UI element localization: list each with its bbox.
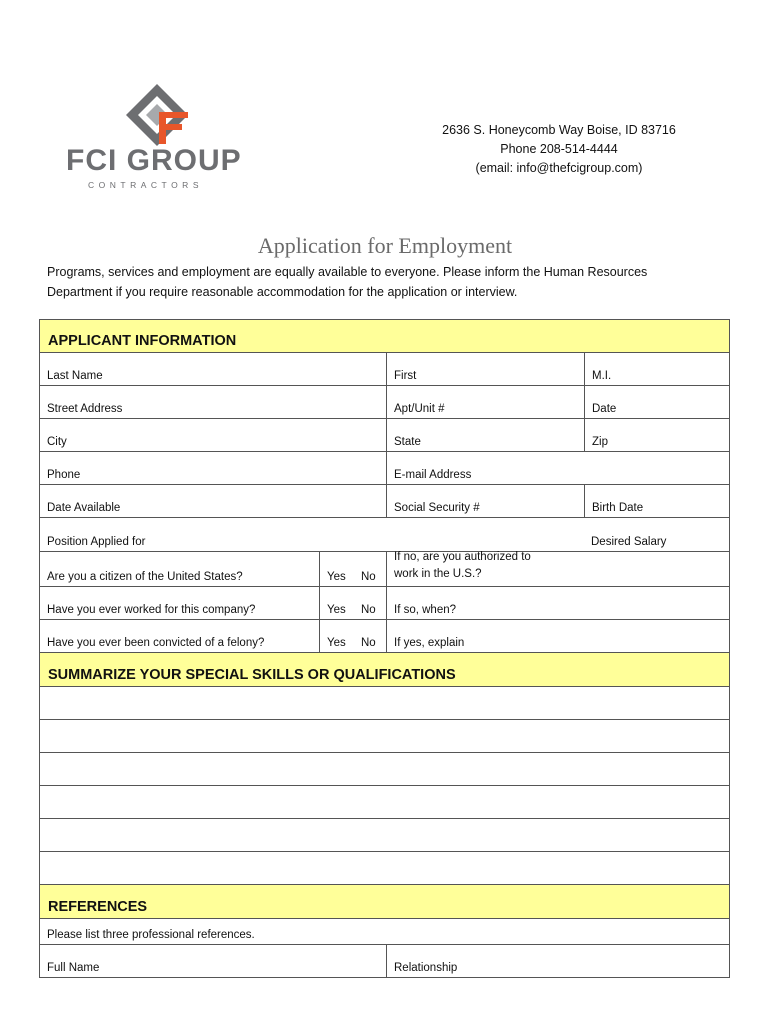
row-date-available [39, 485, 730, 518]
no-label: No [361, 637, 376, 649]
first-name-field[interactable] [386, 353, 584, 385]
row-felony [39, 620, 730, 653]
middle-initial-label: M.I. [592, 370, 612, 382]
worked-when-label: If so, when? [394, 604, 457, 616]
citizen-question-label: Are you a citizen of the United States? [47, 571, 243, 583]
worked-no-option[interactable] [354, 587, 386, 619]
authorized-line-1: If no, are you authorized to [394, 551, 531, 563]
city-field[interactable] [40, 419, 386, 451]
yes-label: Yes [327, 604, 346, 616]
row-reference-1 [39, 945, 730, 978]
references-instruction [40, 919, 729, 944]
desired-salary-label: Desired Salary [591, 536, 667, 548]
section-references [39, 885, 730, 919]
worked-when-field[interactable] [386, 587, 729, 619]
address-phone: Phone 208-514-4444 [500, 142, 618, 156]
phone-field[interactable] [40, 452, 386, 484]
citizen-yes-option[interactable] [319, 552, 354, 586]
company-address [400, 121, 718, 178]
birth-date-label: Birth Date [592, 502, 644, 514]
citizen-question [40, 552, 319, 586]
section-applicant-information [39, 319, 730, 353]
row-position [39, 518, 730, 552]
yes-label: Yes [327, 637, 346, 649]
middle-initial-field[interactable] [584, 353, 729, 385]
date-field[interactable] [584, 386, 729, 418]
last-name-field[interactable] [40, 353, 386, 385]
state-field[interactable] [386, 419, 584, 451]
zip-field[interactable] [584, 419, 729, 451]
position-field[interactable] [40, 518, 584, 551]
street-address-field[interactable] [40, 386, 386, 418]
relationship-label: Relationship [394, 962, 458, 974]
yes-label: Yes [327, 571, 346, 583]
citizen-no-option[interactable] [354, 552, 386, 586]
row-worked-before [39, 587, 730, 620]
date-available-label: Date Available [47, 502, 121, 514]
section-heading: SUMMARIZE YOUR SPECIAL SKILLS OR QUALIFICATIONS [48, 667, 456, 683]
desired-salary-field[interactable] [584, 518, 729, 551]
skills-line[interactable] [39, 720, 730, 753]
felony-question [40, 620, 319, 652]
worked-question [40, 587, 319, 619]
date-label: Date [592, 403, 617, 415]
date-available-field[interactable] [40, 485, 386, 517]
row-references-instruction [39, 919, 730, 945]
skills-line[interactable] [39, 852, 730, 885]
intro-line-1: Programs, services and employment are equally available to everyone. Please inform the Human Resources [47, 265, 648, 279]
intro-line-2: Department if you require reasonable accommodation for the application or interview. [47, 285, 518, 299]
section-skills [39, 653, 730, 687]
apt-unit-field[interactable] [386, 386, 584, 418]
references-instruction-label: Please list three professional references. [47, 929, 255, 941]
section-heading: REFERENCES [48, 899, 148, 915]
skills-line[interactable] [39, 819, 730, 852]
row-street [39, 386, 730, 419]
street-address-label: Street Address [47, 403, 123, 415]
zip-label: Zip [592, 436, 608, 448]
company-logo [64, 82, 264, 192]
felony-question-label: Have you ever been convicted of a felony? [47, 637, 265, 649]
last-name-label: Last Name [47, 370, 103, 382]
full-name-label: Full Name [47, 962, 100, 974]
reference-full-name-field[interactable] [40, 945, 386, 977]
skills-line[interactable] [39, 687, 730, 720]
felony-no-option[interactable] [354, 620, 386, 652]
skills-line[interactable] [39, 786, 730, 819]
page-title: Application for Employment [257, 233, 513, 258]
ssn-field[interactable] [386, 485, 584, 517]
section-heading: APPLICANT INFORMATION [48, 333, 237, 349]
application-form [39, 319, 730, 978]
position-label: Position Applied for [47, 536, 146, 548]
state-label: State [394, 436, 421, 448]
apt-unit-label: Apt/Unit # [394, 403, 445, 415]
felony-explain-label: If yes, explain [394, 637, 465, 649]
worked-question-label: Have you ever worked for this company? [47, 604, 256, 616]
ssn-label: Social Security # [394, 502, 480, 514]
worked-yes-option[interactable] [319, 587, 354, 619]
intro-text [47, 262, 737, 302]
city-label: City [47, 436, 67, 448]
row-city [39, 419, 730, 452]
no-label: No [361, 571, 376, 583]
authorized-label [394, 549, 531, 583]
row-citizen [39, 552, 730, 587]
birth-date-field[interactable] [584, 485, 729, 517]
authorized-field[interactable] [386, 552, 729, 586]
row-name [39, 353, 730, 386]
email-field[interactable] [386, 452, 729, 484]
felony-explain-field[interactable] [386, 620, 729, 652]
skills-line[interactable] [39, 753, 730, 786]
email-label: E-mail Address [394, 469, 472, 481]
authorized-line-2: work in the U.S.? [394, 568, 482, 580]
felony-yes-option[interactable] [319, 620, 354, 652]
no-label: No [361, 604, 376, 616]
phone-label: Phone [47, 469, 81, 481]
logo-mark-icon [64, 82, 264, 192]
svg-text:CONTRACTORS: CONTRACTORS [88, 180, 203, 190]
address-email: (email: info@thefcigroup.com) [475, 161, 643, 175]
first-name-label: First [394, 370, 417, 382]
address-street: 2636 S. Honeycomb Way Boise, ID 83716 [442, 123, 676, 137]
row-phone [39, 452, 730, 485]
reference-relationship-field[interactable] [386, 945, 729, 977]
svg-text:FCI GROUP: FCI GROUP [66, 144, 242, 177]
